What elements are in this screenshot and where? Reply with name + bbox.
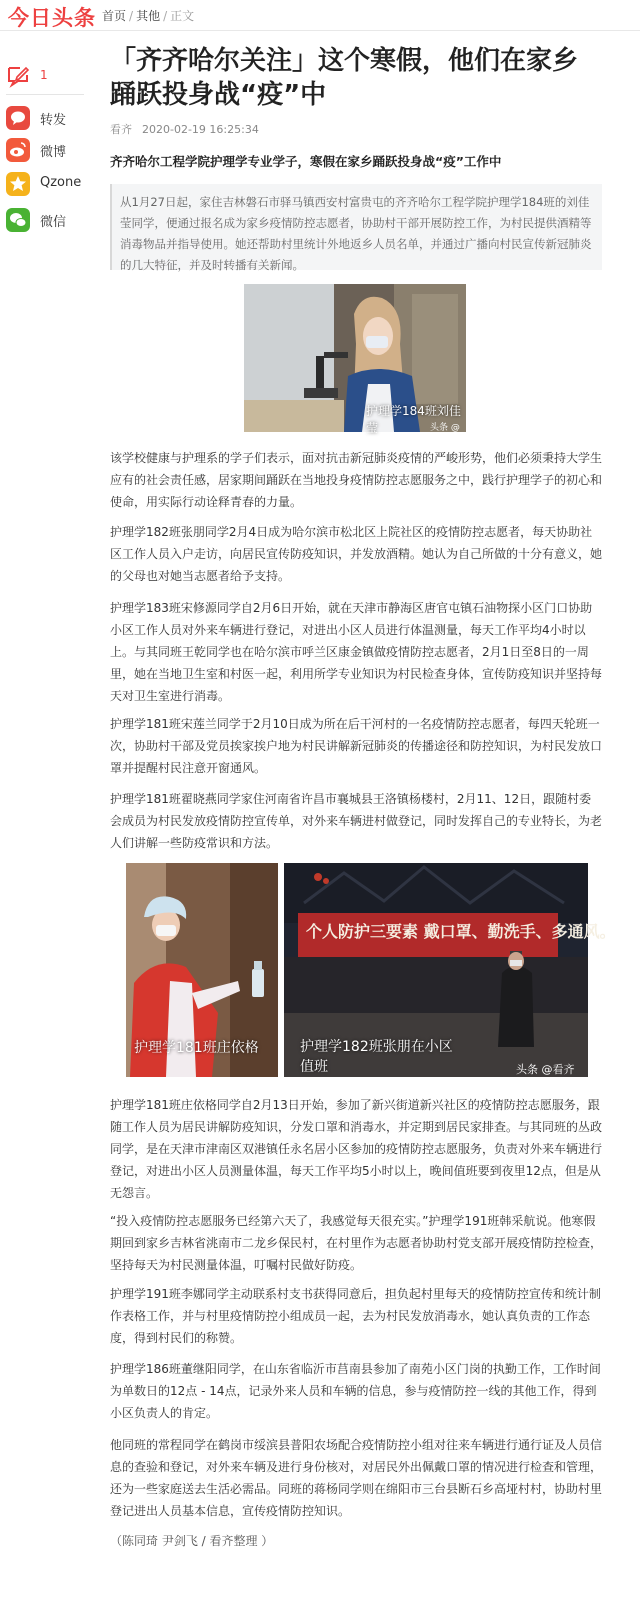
- article-paragraph: “投入疫情防控志愿服务已经第六天了，我感觉每天很充实。”护理学191班韩采航说。他寒假期回到家乡吉林省洮南市二龙乡保民村，在村里作为志愿者协助村党支部开展疫情防控检查，坚持每天为村民测量体温，叮嘱村民做好防疫。: [110, 1214, 603, 1272]
- weibo-icon: [6, 138, 30, 162]
- share-label: 微博: [40, 145, 67, 160]
- article-paragraph: 护理学181班翟晓燕同学家住河南省许昌市襄城县王洛镇杨楼村，2月11、12日，跟随村委会成员为村民发放疫情防控宣传单，对外来车辆进村做登记，同时发挥自己的专业特长，为老人们讲解一些防疫常识和方法。: [110, 792, 603, 850]
- image-caption: 护理学181班庄依格: [134, 1040, 259, 1056]
- article-paragraph: 护理学181班庄依格同学自2月13日开始，参加了新兴街道新兴社区的疫情防控志愿服务，跟随工作人员为居民讲解防疫知识，分发口罩和消毒水，并定期到居民家排查。与其同班的丛政同学，是在天津市津南区双港镇任永名居小区参加的疫情防控志愿服务，负责对外来车辆进行登记，对进出小区人员测量体温，每天工作平均5小时以上，晚间值班要到夜里12点，但是从无怨言。: [110, 1098, 603, 1200]
- article-title: 「齐齐哈尔关注」这个寒假，他们在家乡踊跃投身战“疫”中: [110, 46, 579, 110]
- article-paragraph: 护理学191班李娜同学主动联系村支书获得同意后，担负起村里每天的疫情防控宣传和统计制作表格工作，并与村里疫情防控小组成员一起，去为村民发放消毒水，她认真负责的工作态度，得到村民们的称赞。: [110, 1287, 601, 1345]
- wechat-icon: [6, 208, 30, 232]
- article-paragraph: 该学校健康与护理系的学子们表示，面对抗击新冠肺炎疫情的严峻形势，他们必须秉持大学生应有的社会责任感，居家期间踊跃在当地投身疫情防控志愿服务之中，践行护理学子的初心和使命，用实际行动诠释青春的力量。: [110, 451, 603, 509]
- top-bar: [0, 0, 640, 31]
- breadcrumb: [102, 7, 194, 24]
- breadcrumb-current: 正文: [170, 9, 195, 23]
- site-logo[interactable]: 今日头条: [8, 6, 96, 30]
- article-image-volunteer-broadcast: [244, 284, 466, 446]
- comment-count: 1: [40, 68, 48, 82]
- qzone-icon: [6, 172, 30, 196]
- article-paragraph: 护理学181班宋莲兰同学于2月10日成为所在后干河村的一名疫情防控志愿者，每四天轮班一次，协助村干部及党员挨家挨户地为村民讲解新冠肺炎的传播途径和防控知识，为村民发放口罩并提醒村民注意开窗通风。: [110, 717, 603, 775]
- article-paragraph: 护理学183班宋修源同学自2月6日开始，就在天津市静海区唐官屯镇石油物探小区门口协助小区工作人员对外来车辆进行登记，对进出小区人员进行体温测量，每天工作平均4小时以上。与其同班王乾同学也在哈尔滨市呼兰区康金镇做疫情防控志愿者，2月1日至8日的一周里，她在当地卫生室和村医一起，利用所学专业知识为村民检查身体，宣传防疫知识并坚持每天对卫生室进行消毒。: [110, 601, 603, 703]
- breadcrumb-home[interactable]: 首页: [102, 9, 127, 23]
- image-watermark: 头条 @看齐: [430, 423, 460, 446]
- image-watermark: 头条 @看齐: [516, 1063, 575, 1076]
- article-paragraph: 护理学186班董继阳同学，在山东省临沂市莒南县参加了南苑小区门岗的执勤工作，工作时间为单数日的12点 - 14点，记录外来人员和车辆的信息，参与疫情防控一线的其他工作，得到小区负责人的肯定。: [110, 1362, 601, 1420]
- share-label: 转发: [40, 113, 67, 128]
- image-caption: 护理学182班张朋在小区值班: [300, 1039, 453, 1075]
- share-label: Qzone: [40, 175, 82, 190]
- article-credit: （陈同琦 尹剑飞 / 看齐整理 ）: [110, 1534, 274, 1548]
- article-paragraph: 护理学182班张朋同学2月4日成为哈尔滨市松北区上院社区的疫情防控志愿者，每天协助社区工作人员入户走访，向居民宣传防疫知识，并发放酒精。她认为自己所做的十分有意义，她的父母也对她当志愿者给予支持。: [110, 525, 603, 583]
- sidebar-divider: [6, 94, 84, 95]
- breadcrumb-separator: /: [163, 9, 168, 23]
- article-time: 2020-02-19 16:25:34: [142, 123, 259, 136]
- share-weibo[interactable]: [6, 138, 90, 162]
- article-image-volunteer-on-duty: [284, 863, 616, 1077]
- breadcrumb-other[interactable]: 其他: [136, 9, 161, 23]
- share-label: 微信: [40, 215, 67, 230]
- article-quote: 从1月27日起，家住吉林磐石市驿马镇西安村富贵屯的齐齐哈尔工程学院护理学184班的刘佳莹同学，便通过报名成为家乡疫情防控志愿者，协助村干部开展防控工作，为村民提供酒精等消毒物品并指导使用。她还帮助村里统计外地返乡人员名单，并通过广播向村民宣传新冠肺炎的几大特征，并及时转播有关新闻。: [110, 184, 602, 270]
- image-caption: 护理学184班刘佳莹: [366, 404, 461, 435]
- article-paragraph: 他同班的常程同学在鹤岗市绥滨县普阳农场配合疫情防控小组对往来车辆进行通行证及人员信息的查验和登记，对外来车辆及进行身份核对，对居民外出佩戴口罩的情况进行检查和管理，还为一些家庭送去生活必需品。同班的蒋杨同学则在绵阳市三台县断石乡高垭村村，协助村里登记进出人员基本信息，宣传疫情防控知识。: [110, 1438, 603, 1518]
- comment-icon: [6, 64, 30, 88]
- article-image-volunteer-sanitizer: [126, 863, 278, 1077]
- article-meta: [110, 121, 259, 137]
- breadcrumb-separator: /: [129, 9, 134, 23]
- share-wechat[interactable]: [6, 208, 90, 232]
- share-qzone[interactable]: [6, 172, 90, 196]
- article-lead: 齐齐哈尔工程学院护理学专业学子，寒假在家乡踊跃投身战“疫”工作中: [110, 154, 502, 169]
- comment-button[interactable]: [6, 62, 86, 90]
- repost-icon: [6, 106, 30, 130]
- article-source[interactable]: 看齐: [110, 123, 132, 136]
- share-repost[interactable]: [6, 106, 90, 130]
- banner-text: 个人防护三要素 戴口罩、勤洗手、多通风。: [306, 922, 616, 941]
